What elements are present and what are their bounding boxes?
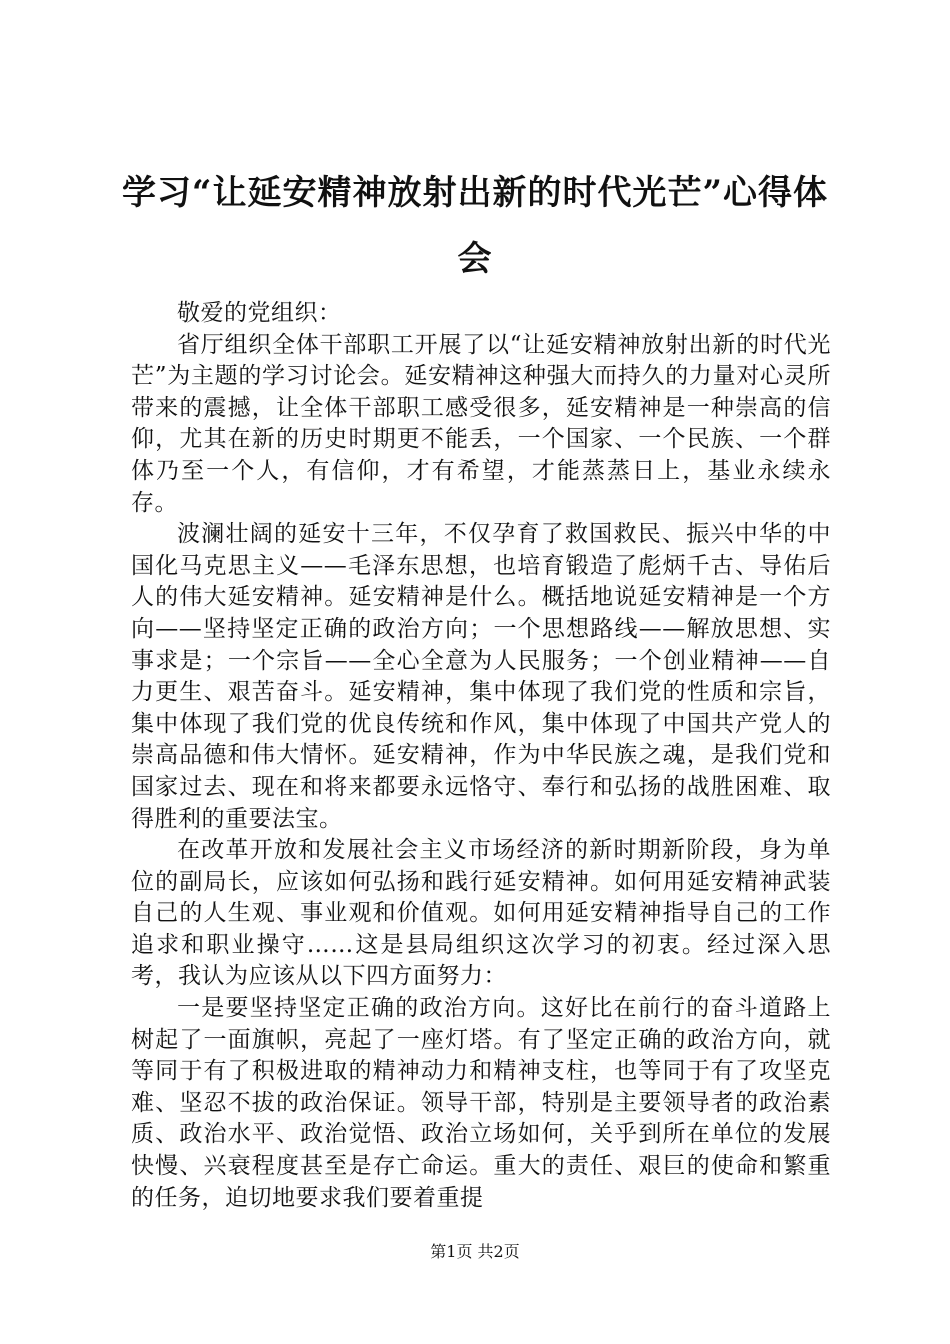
document-body bbox=[131, 298, 831, 1214]
paragraph: 在改革开放和发展社会主义市场经济的新时期新阶段，身为单位的副局长，应该如何弘扬和践行延安精神。如何用延安精神武装自己的人生观、事业观和价值观。如何用延安精神指导自己的工作追求和职业操守……这是县局组织这次学习的初衷。经过深入思考，我认为应该从以下四方面努力： bbox=[131, 837, 831, 990]
paragraph: 省厅组织全体干部职工开展了以“让延安精神放射出新的时代光芒”为主题的学习讨论会。延安精神这种强大而持久的力量对心灵所带来的震撼，让全体干部职工感受很多，延安精神是一种崇高的信仰，尤其在新的历史时期更不能丢，一个国家、一个民族、一个群体乃至一个人，有信仰，才有希望，才能蒸蒸日上，基业永续永存。 bbox=[131, 331, 831, 516]
page-number-footer: 第1页 共2页 bbox=[430, 1242, 520, 1261]
salutation: 敬爱的党组织： bbox=[177, 300, 342, 326]
paragraph: 波澜壮阔的延安十三年，不仅孕育了救国救民、振兴中华的中国化马克思主义——毛泽东思想，也培育锻造了彪炳千古、导佑后人的伟大延安精神。延安精神是什么。概括地说延安精神是一个方向——坚持坚定正确的政治方向；一个思想路线——解放思想、实事求是；一个宗旨——全心全意为人民服务；一个创业精神——自力更生、艰苦奋斗。延安精神，集中体现了我们党的性质和宗旨，集中体现了我们党的优良传统和作风，集中体现了中国共产党人的崇高品德和伟大情怀。延安精神，作为中华民族之魂，是我们党和国家过去、现在和将来都要永远恪守、奉行和弘扬的战胜困难、取得胜利的重要法宝。 bbox=[131, 521, 831, 832]
paragraph: 一是要坚持坚定正确的政治方向。这好比在前行的奋斗道路上树起了一面旗帜，亮起了一座灯塔。有了坚定正确的政治方向，就等同于有了积极进取的精神动力和精神支柱，也等同于有了攻坚克难、坚忍不拔的政治保证。领导干部，特别是主要领导者的政治素质、政治水平、政治觉悟、政治立场如何，关乎到所在单位的发展快慢、兴衰程度甚至是存亡命运。重大的责任、艰巨的使命和繁重的任务，迫切地要求我们要着重提 bbox=[131, 995, 831, 1211]
document-title: 学习“让延安精神放射出新的时代光芒”心得体会 bbox=[121, 173, 829, 279]
